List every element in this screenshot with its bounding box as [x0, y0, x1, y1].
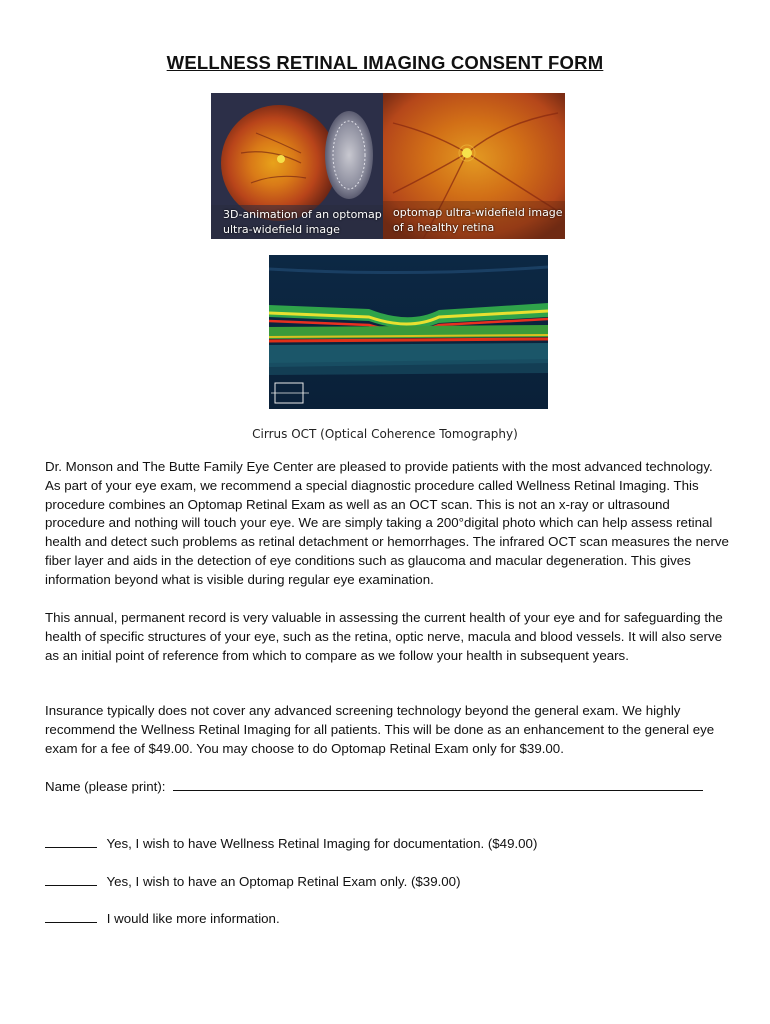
oct-caption: Cirrus OCT (Optical Coherence Tomography): [252, 427, 518, 441]
option-row: [45, 910, 280, 926]
option-row: [45, 873, 461, 889]
optomap-healthy-caption-line1: optomap ultra-widefield image: [393, 206, 563, 219]
option-label: Yes, I wish to have an Optomap Retinal Exam only. ($39.00): [106, 874, 461, 889]
name-input[interactable]: [173, 778, 703, 791]
option-row: [45, 835, 537, 851]
record-paragraph: This annual, permanent record is very valuable in assessing the current health of your eye and for safeguarding the health of specific structures of your eye, such as the retina, optic nerve, macula and blood vessels. It will also serve as an initial point of reference from which to compare as we follow your health in subsequent years.: [45, 610, 723, 663]
oct-scan-image: [269, 255, 548, 409]
option-label: I would like more information.: [106, 911, 280, 926]
option-label: Yes, I wish to have Wellness Retinal Imaging for documentation. ($49.00): [106, 836, 538, 851]
optomap-only-checkbox[interactable]: [45, 873, 97, 886]
optomap-3d-caption-line2: ultra-widefield image: [223, 223, 340, 236]
insurance-paragraph: Insurance typically does not cover any advanced screening technology beyond the general exam. We highly recommend the Wellness Retinal Imaging for all patients. This will be done as an enhancement to the general eye exam for a fee of $49.00. You may choose to do Optomap Retinal Exam only for $39.00.: [45, 703, 715, 756]
optomap-3d-image: [211, 93, 383, 239]
optomap-healthy-caption-line2: of a healthy retina: [393, 221, 495, 234]
more-info-checkbox[interactable]: [45, 910, 97, 923]
form-title: WELLNESS RETINAL IMAGING CONSENT FORM: [166, 52, 604, 73]
wellness-imaging-checkbox[interactable]: [45, 835, 97, 848]
name-field-label: Name (please print):: [45, 779, 166, 794]
optomap-healthy-retina-image: [383, 93, 565, 239]
name-field-row: [45, 778, 709, 794]
intro-paragraph: Dr. Monson and The Butte Family Eye Center are pleased to provide patients with the most advanced technology. As part of your eye exam, we recommend a special diagnostic procedure called Wellness Retinal Imaging. This procedure combines an Optomap Retinal Exam as well as an OCT scan. This is not an x-ray or ultrasound procedure and nothing will touch your eye. We are simply taking a 200°digital photo which can help assess retinal health and detect such problems as retinal detachment or hemorrhages. The infrared OCT scan measures the nerve fiber layer and aids in the detection of eye conditions such as glaucoma and macular degeneration. This gives information beyond what is visible during regular eye examination.: [45, 459, 729, 587]
optomap-3d-caption-line1: 3D-animation of an optomap: [223, 208, 382, 221]
